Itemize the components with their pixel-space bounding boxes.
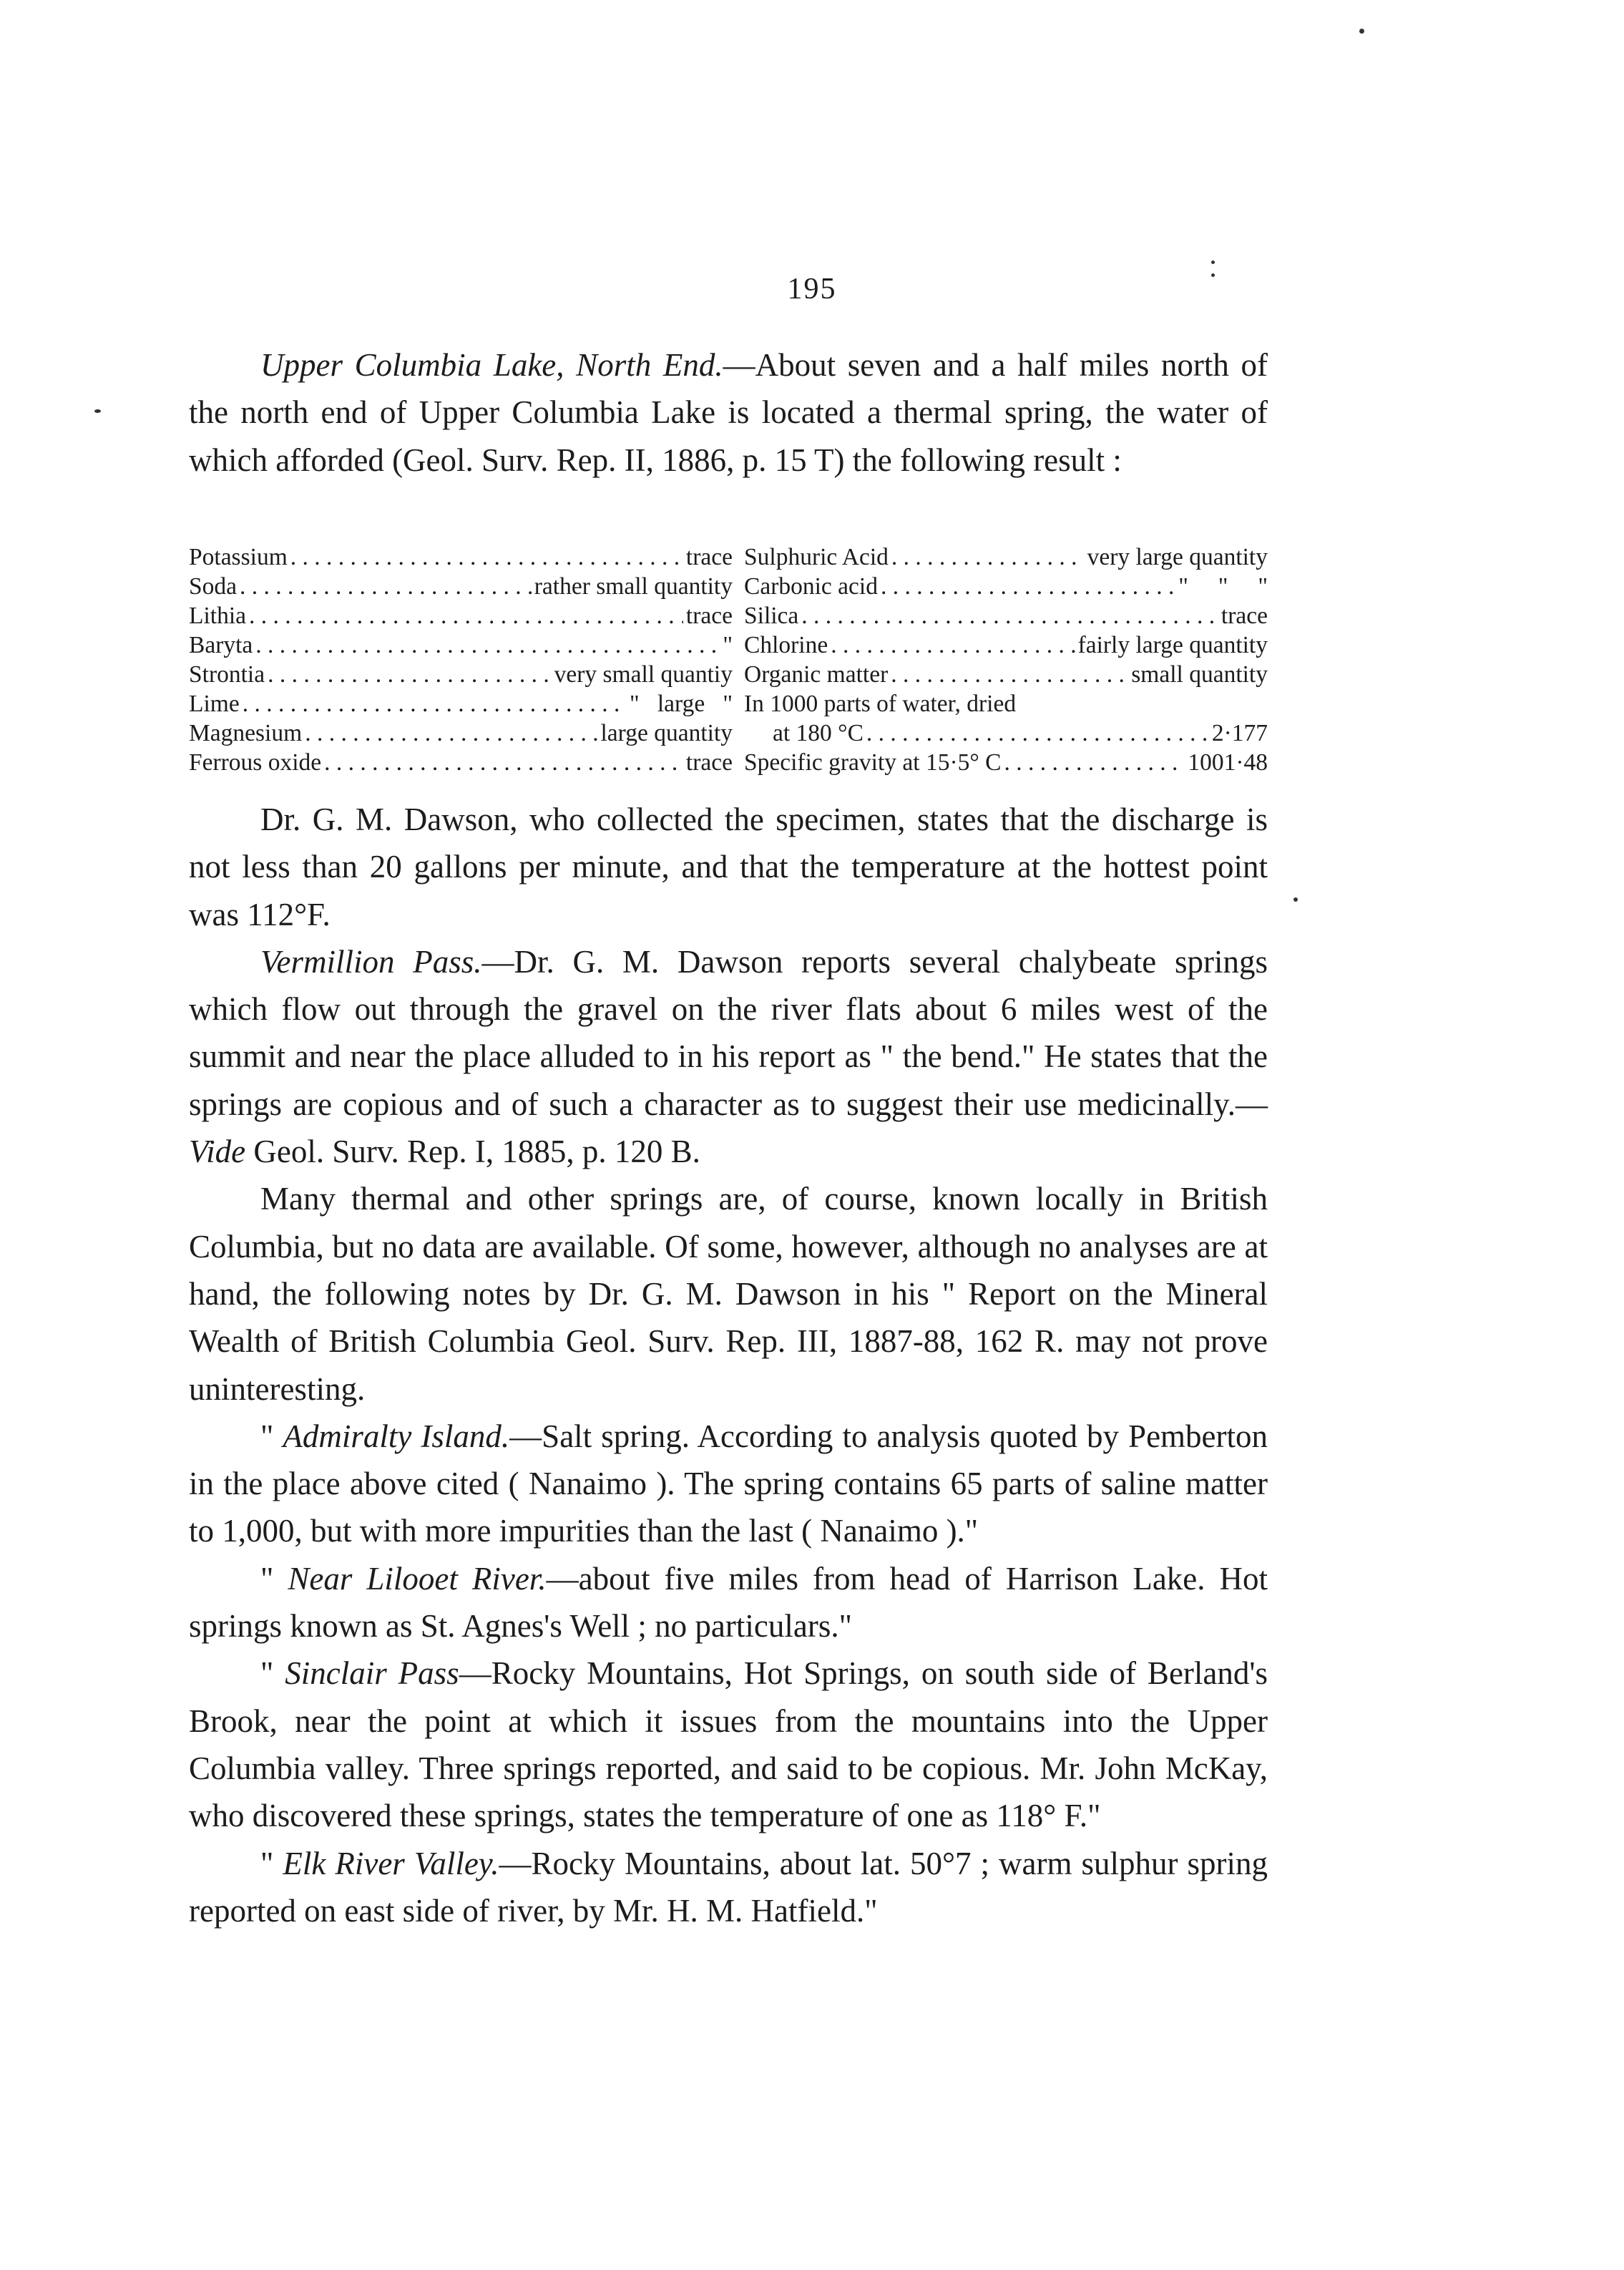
analysis-name: Organic matter <box>744 661 889 688</box>
intro-paragraph <box>189 341 1268 484</box>
paragraph-text: —Dr. G. M. Dawson reports several chalybeate springs which flow out through the gravel on the river flats about 6 miles west of the summit and near the place alluded to in his report as " the bend." He states that the springs are copious and of such a character as to suggest their use medicinally.— <box>189 943 1268 1122</box>
open-quote: " <box>260 1655 285 1692</box>
speck-mark <box>1211 260 1215 264</box>
analysis-name: Baryta <box>189 632 253 658</box>
paragraph-sinclair-pass <box>189 1650 1268 1839</box>
analysis-row <box>744 748 1268 777</box>
paragraph-dawson-discharge: Dr. G. M. Dawson, who collected the specimen, states that the discharge is not less than 20 gallons per minute, and that the temperature at the hottest point was 112°F. <box>189 802 1268 932</box>
analysis-value: " " " <box>1178 573 1268 600</box>
analysis-row <box>189 572 733 601</box>
analysis-value: " <box>723 632 733 658</box>
analysis-name: Lime <box>189 691 240 717</box>
intro-text: —About seven and a half miles north of the north end of Upper Columbia Lake is located a thermal spring, the water of which afforded (Geol. Surv. Rep. II, 1886, p. 15 T) the following result : <box>189 347 1268 478</box>
paragraph-elk-river-valley <box>189 1840 1268 1935</box>
analysis-value: " large " <box>630 691 733 717</box>
vide-word: Vide <box>189 1134 246 1170</box>
analysis-value: trace <box>685 749 733 776</box>
section-heading-sinclair-pass: Sinclair Pass <box>285 1655 459 1692</box>
open-quote: " <box>260 1845 283 1881</box>
open-quote: " <box>260 1418 283 1454</box>
analysis-value: 2·177 <box>1211 720 1268 746</box>
analysis-row <box>744 542 1268 572</box>
leader-dots <box>866 718 1209 748</box>
section-heading-elk-river-valley: Elk River Valley. <box>283 1845 499 1881</box>
open-quote: " <box>260 1560 288 1597</box>
paragraph-lilooet-river <box>189 1555 1268 1650</box>
analysis-value: large quantity <box>600 720 733 746</box>
analysis-name: Magnesium <box>189 720 303 746</box>
analysis-name: Sulphuric Acid <box>744 544 889 570</box>
analysis-name: Soda <box>189 573 237 600</box>
section-heading-lilooet-river: Near Lilooet River. <box>288 1560 547 1597</box>
analysis-name: Potassium <box>189 544 288 570</box>
leader-dots <box>249 601 683 630</box>
leader-dots <box>255 630 720 660</box>
analysis-name: Strontia <box>189 661 265 688</box>
analysis-name: Carbonic acid <box>744 573 878 600</box>
analysis-row <box>189 748 733 777</box>
section-heading-upper-columbia-lake: Upper Columbia Lake, North End. <box>260 347 723 383</box>
speck-mark <box>94 409 101 413</box>
leader-dots <box>290 542 683 572</box>
paragraph-text: Geol. Surv. Rep. I, 1885, p. 120 B. <box>245 1134 700 1170</box>
analysis-name: In 1000 parts of water, dried <box>744 691 1017 717</box>
analysis-row <box>189 601 733 630</box>
analysis-name: Silica <box>744 603 799 629</box>
speck-mark <box>1293 897 1298 902</box>
body-text <box>189 796 1268 1934</box>
analysis-name: at 180 °C <box>773 720 864 746</box>
analysis-value: small quantity <box>1131 661 1268 688</box>
paragraph-text: —Rocky Mountains, about lat. 50°7 ; warm sulphur spring reported on east side of river, by Mr. H. M. Hatfield." <box>189 1845 1268 1929</box>
leader-dots <box>891 660 1128 689</box>
analysis-value: trace <box>685 544 733 570</box>
leader-dots <box>891 542 1085 572</box>
analysis-row <box>189 660 733 689</box>
analysis-column-right <box>744 542 1268 777</box>
intro-section <box>189 341 1268 484</box>
section-heading-vermillion-pass: Vermillion Pass. <box>260 943 482 980</box>
paragraph-text: —Rocky Mountains, Hot Springs, on south side of Berland's Brook, near the point at which it issues from the mountains into the Upper Columbia valley. Three springs reported, and said to be copious. Mr. John McKay, who discovered these springs, states the temperature of one as 118° F." <box>189 1655 1268 1834</box>
page-number: 195 <box>787 273 837 306</box>
analysis-row <box>744 601 1268 630</box>
analysis-name: Lithia <box>189 603 247 629</box>
leader-dots <box>305 718 597 748</box>
analysis-name: Specific gravity at 15·5° C <box>744 749 1002 776</box>
analysis-row <box>744 718 1268 748</box>
section-heading-admiralty-island: Admiralty Island. <box>283 1418 510 1454</box>
analysis-value: very large quantity <box>1087 544 1268 570</box>
speck-mark <box>1359 29 1364 34</box>
analysis-row <box>744 630 1268 660</box>
analysis-row <box>189 718 733 748</box>
leader-dots <box>240 572 532 601</box>
leader-dots <box>881 572 1175 601</box>
analysis-value: 1001·48 <box>1188 749 1268 776</box>
analysis-row <box>744 689 1268 718</box>
leader-dots <box>801 601 1218 630</box>
analysis-value: trace <box>685 603 733 629</box>
leader-dots <box>268 660 552 689</box>
analysis-value: rather small quantity <box>534 573 733 600</box>
analysis-table <box>189 542 1268 779</box>
paragraph-text: —Salt spring. According to analysis quoted by Pemberton in the place above cited ( Nanaimo ). The spring contains 65 parts of saline matter to 1,000, but with more impurities than the last ( Nanaimo )." <box>189 1418 1268 1549</box>
leader-dots <box>243 689 627 718</box>
analysis-name: Chlorine <box>744 632 828 658</box>
analysis-row <box>189 542 733 572</box>
leader-dots <box>324 748 683 777</box>
paragraph-vermillion-pass <box>189 938 1268 1175</box>
paragraph-text: —about five miles from head of Harrison Lake. Hot springs known as St. Agnes's Well ; no particulars." <box>189 1560 1268 1645</box>
paragraph-admiralty-island <box>189 1413 1268 1555</box>
leader-dots <box>831 630 1075 660</box>
analysis-value: fairly large quantity <box>1077 632 1268 658</box>
analysis-column-left <box>189 542 733 777</box>
analysis-value: trace <box>1221 603 1268 629</box>
analysis-name: Ferrous oxide <box>189 749 322 776</box>
analysis-row <box>744 572 1268 601</box>
analysis-row <box>744 660 1268 689</box>
analysis-row <box>189 630 733 660</box>
paragraph-thermal-springs: Many thermal and other springs are, of course, known locally in British Columbia, but no data are available. Of some, however, although no analyses are at hand, the following notes by Dr. G. M. Dawson in his " Report on the Mineral Wealth of British Columbia Geol. Surv. Rep. III, 1887-88, 162 R. may not prove uninteresting. <box>189 1181 1268 1407</box>
analysis-row <box>189 689 733 718</box>
analysis-value: very small quantiy <box>554 661 733 688</box>
leader-dots <box>1004 748 1185 777</box>
